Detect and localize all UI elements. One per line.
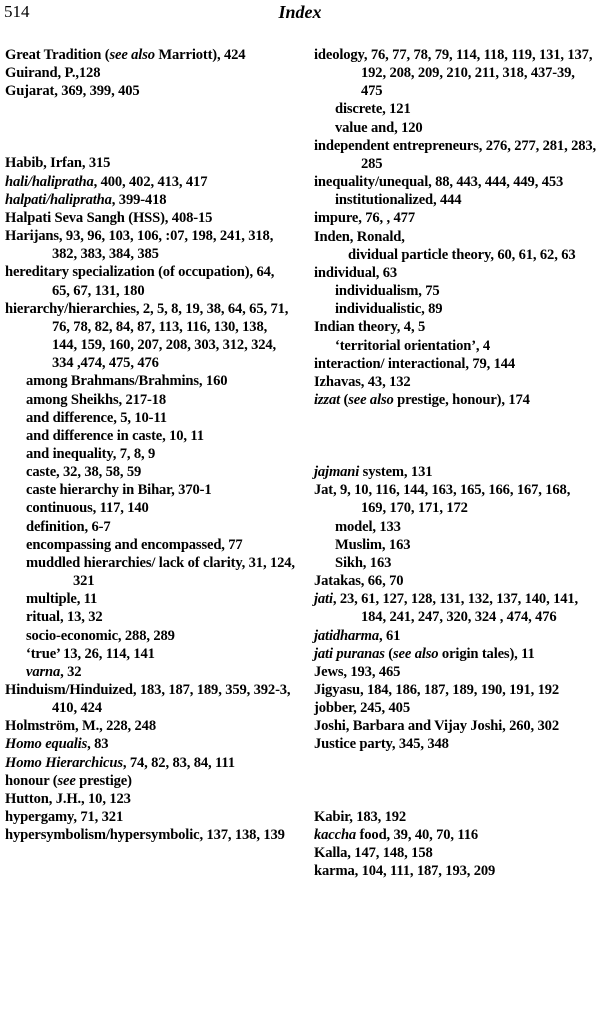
index-entry	[5, 64, 295, 82]
entry-text: Marriott), 424	[154, 47, 246, 63]
entry-text: honour (	[5, 772, 58, 789]
entry-text: halpati/halipratha	[5, 191, 112, 208]
index-subentry	[5, 391, 295, 409]
entry-text: , 32	[60, 663, 82, 680]
entry-text: jatidharma	[314, 627, 379, 644]
index-entry	[314, 826, 598, 844]
index-entry	[314, 627, 598, 645]
entry-text: jati puranas	[314, 645, 385, 662]
index-entry	[5, 82, 295, 100]
entry-text: hypersymbolism/hypersymbolic, 137, 138, 139	[5, 827, 285, 844]
entry-text: , 61	[379, 627, 401, 644]
index-entry	[5, 790, 295, 808]
index-subentry	[314, 518, 598, 536]
entry-text: see	[57, 772, 76, 789]
index-entry	[314, 209, 598, 227]
index-subentry	[5, 663, 295, 681]
index-entry	[5, 754, 295, 772]
entry-text: prestige)	[75, 772, 132, 789]
entry-text: continuous, 117, 140	[26, 500, 149, 517]
entry-text: origin tales), 11	[438, 645, 535, 662]
index-subentry	[5, 536, 295, 554]
index-entry	[314, 699, 598, 717]
entry-text: socio-economic, 288, 289	[26, 627, 175, 644]
index-entry	[314, 844, 598, 862]
index-entry	[5, 191, 295, 209]
entry-text: individualism, 75	[335, 283, 440, 300]
entry-text: hali/halipratha	[5, 173, 94, 190]
index-column-right	[314, 46, 598, 880]
index-column-left	[5, 46, 295, 844]
entry-text: Muslim, 163	[335, 536, 411, 553]
entry-text: karma, 104, 111, 187, 193, 209	[314, 863, 496, 880]
entry-text: Indian theory, 4, 5	[314, 319, 426, 336]
index-subentry	[314, 554, 598, 572]
entry-text: discrete, 121	[335, 101, 411, 118]
entry-text: kaccha	[314, 826, 357, 843]
entry-text: , 399-418	[111, 191, 167, 208]
index-entry	[314, 481, 598, 517]
letter-section-gap	[314, 754, 598, 808]
entry-text: and inequality, 7, 8, 9	[26, 445, 156, 462]
entry-text: hereditary specialization (of occupation), 64, 65, 67, 131, 180	[5, 264, 275, 299]
index-entry	[314, 46, 598, 100]
page-number: 514	[4, 2, 30, 21]
entry-text: see also	[393, 645, 439, 662]
index-entry	[314, 862, 598, 880]
entry-text: Guirand, P.,128	[5, 65, 101, 82]
index-subentry	[5, 372, 295, 390]
entry-text: dividual particle theory, 60, 61, 62, 63	[348, 246, 576, 263]
index-subentry	[5, 554, 295, 590]
entry-text: Holmström, M., 228, 248	[5, 718, 156, 735]
entry-text: caste, 32, 38, 58, 59	[26, 464, 142, 481]
entry-text: Halpati Seva Sangh (HSS), 408-15	[5, 209, 213, 226]
entry-text: interaction/ interactional, 79, 144	[314, 355, 516, 372]
entry-text: hypergamy, 71, 321	[5, 809, 124, 826]
entry-text: ideology, 76, 77, 78, 79, 114, 118, 119, 131, 137, 192, 208, 209, 210, 211, 318, 437-39, 475	[314, 47, 593, 100]
index-subentry	[314, 100, 598, 118]
entry-text: and difference, 5, 10-11	[26, 409, 167, 426]
index-entry	[5, 826, 295, 844]
entry-text: ritual, 13, 32	[26, 609, 103, 626]
index-subentry	[5, 645, 295, 663]
entry-text: Kalla, 147, 148, 158	[314, 844, 433, 861]
entry-text: jati	[314, 591, 333, 608]
index-entry	[314, 735, 598, 753]
index-entry	[5, 808, 295, 826]
entry-text: among Brahmans/Brahmins, 160	[26, 373, 228, 390]
index-subentry	[5, 481, 295, 499]
entry-text: Gujarat, 369, 399, 405	[5, 83, 140, 100]
index-subentry	[314, 337, 598, 355]
entry-text: Sikh, 163	[335, 554, 392, 571]
entry-text: Kabir, 183, 192	[314, 808, 407, 825]
entry-text: Inden, Ronald,	[314, 228, 405, 245]
index-subentry	[5, 445, 295, 463]
index-entry	[5, 263, 295, 299]
entry-text: Jat, 9, 10, 116, 144, 163, 165, 166, 167, 168, 169, 170, 171, 172	[314, 482, 571, 517]
index-entry	[5, 46, 295, 64]
index-entry	[314, 808, 598, 826]
page-header	[0, 2, 600, 30]
entry-text: see also	[348, 391, 394, 408]
entry-text: encompassing and encompassed, 77	[26, 536, 243, 553]
letter-section-gap	[5, 100, 295, 154]
entry-text: , 23, 61, 127, 128, 131, 132, 137, 140, 141, 184, 241, 247, 320, 324 , 474, 476	[332, 591, 579, 626]
index-subentry	[5, 590, 295, 608]
running-head: Index	[278, 2, 322, 22]
index-entry	[5, 681, 295, 717]
index-entry	[5, 717, 295, 735]
index-subentry	[5, 409, 295, 427]
index-entry	[314, 355, 598, 373]
index-entry	[314, 264, 598, 282]
entry-text: Jigyasu, 184, 186, 187, 189, 190, 191, 192	[314, 682, 560, 698]
entry-text: definition, 6-7	[26, 518, 111, 535]
entry-text: izzat	[314, 391, 341, 408]
entry-text: , 83	[87, 736, 109, 753]
entry-text: individual, 63	[314, 264, 398, 281]
index-subentry	[5, 608, 295, 626]
entry-text: jobber, 245, 405	[314, 700, 410, 717]
index-subentry	[5, 627, 295, 645]
letter-section-gap	[314, 409, 598, 463]
index-entry	[5, 227, 295, 263]
entry-text: (	[384, 645, 394, 662]
index-subentry	[5, 499, 295, 517]
entry-text: muddled hierarchies/ lack of clarity, 31, 124, 321	[26, 554, 295, 590]
index-entry	[5, 772, 295, 790]
index-entry	[314, 137, 598, 173]
index-subentry	[314, 300, 598, 318]
entry-text: Izhavas, 43, 132	[314, 373, 411, 390]
entry-text: Jatakas, 66, 70	[314, 573, 404, 590]
index-entry	[314, 681, 598, 699]
entry-text: (	[340, 391, 349, 408]
index-entry	[314, 717, 598, 735]
index-subentry	[314, 536, 598, 554]
entry-text: inequality/unequal, 88, 443, 444, 449, 453	[314, 174, 564, 191]
entry-text: , 400, 402, 413, 417	[93, 173, 208, 190]
index-subentry	[314, 282, 598, 300]
entry-text: institutionalized, 444	[335, 192, 462, 209]
index-entry	[314, 463, 598, 481]
entry-text: independent entrepreneurs, 276, 277, 281, 283, 285	[314, 137, 597, 172]
entry-text: caste hierarchy in Bihar, 370-1	[26, 482, 212, 499]
index-entry	[5, 735, 295, 753]
index-subentry	[314, 119, 598, 137]
index-entry	[314, 590, 598, 626]
index-subentry	[314, 191, 598, 209]
entry-text: hierarchy/hierarchies, 2, 5, 8, 19, 38, 64, 65, 71, 76, 78, 82, 84, 87, 113, 116, 130, 138, 144, 159, 160, 207, 208, 303, 312, 324, 334 ,474, 475, 476	[5, 300, 289, 372]
index-entry	[5, 209, 295, 227]
index-entry	[314, 391, 598, 409]
index-entry	[314, 228, 598, 246]
index-entry	[314, 373, 598, 391]
entry-text: Great Tradition (	[5, 47, 110, 63]
entry-text: prestige, honour), 174	[393, 391, 530, 408]
entry-text: , 74, 82, 83, 84, 111	[122, 754, 235, 771]
entry-text: Justice party, 345, 348	[314, 736, 449, 753]
index-subentry	[5, 518, 295, 536]
index-entry	[5, 173, 295, 191]
entry-text: Jews, 193, 465	[314, 663, 401, 680]
index-entry	[314, 663, 598, 681]
entry-text: ‘true’ 13, 26, 114, 141	[26, 645, 155, 662]
index-subentry	[314, 246, 598, 264]
index-entry	[5, 300, 295, 373]
entry-text: model, 133	[335, 518, 401, 535]
index-subentry	[5, 427, 295, 445]
index-subentry	[5, 463, 295, 481]
entry-text: and difference in caste, 10, 11	[26, 427, 204, 444]
index-entry	[5, 154, 295, 172]
entry-text: ‘territorial orientation’, 4	[335, 337, 491, 354]
entry-text: multiple, 11	[26, 591, 98, 608]
entry-text: Homo Hierarchicus	[5, 754, 123, 771]
entry-text: impure, 76, , 477	[314, 210, 415, 227]
index-entry	[314, 318, 598, 336]
index-entry	[314, 572, 598, 590]
index-entry	[314, 173, 598, 191]
entry-text: Harijans, 93, 96, 103, 106, :07, 198, 241, 318, 382, 383, 384, 385	[5, 228, 274, 263]
entry-text: varna	[26, 663, 61, 680]
entry-text: Hutton, J.H., 10, 123	[5, 790, 131, 807]
entry-text: individualistic, 89	[335, 301, 443, 318]
entry-text: system, 131	[359, 464, 433, 481]
entry-text: Habib, Irfan, 315	[5, 155, 111, 172]
entry-text: food, 39, 40, 70, 116	[356, 826, 479, 843]
entry-text: Homo equalis	[5, 736, 88, 753]
entry-text: value and, 120	[335, 119, 423, 136]
entry-text: among Sheikhs, 217-18	[26, 391, 166, 408]
index-entry	[314, 645, 598, 663]
entry-text: Hinduism/Hinduized, 183, 187, 189, 359, 392-3, 410, 424	[5, 682, 291, 717]
entry-text: see also	[109, 47, 155, 63]
entry-text: jajmani	[314, 464, 360, 481]
entry-text: Joshi, Barbara and Vijay Joshi, 260, 302	[314, 718, 559, 735]
